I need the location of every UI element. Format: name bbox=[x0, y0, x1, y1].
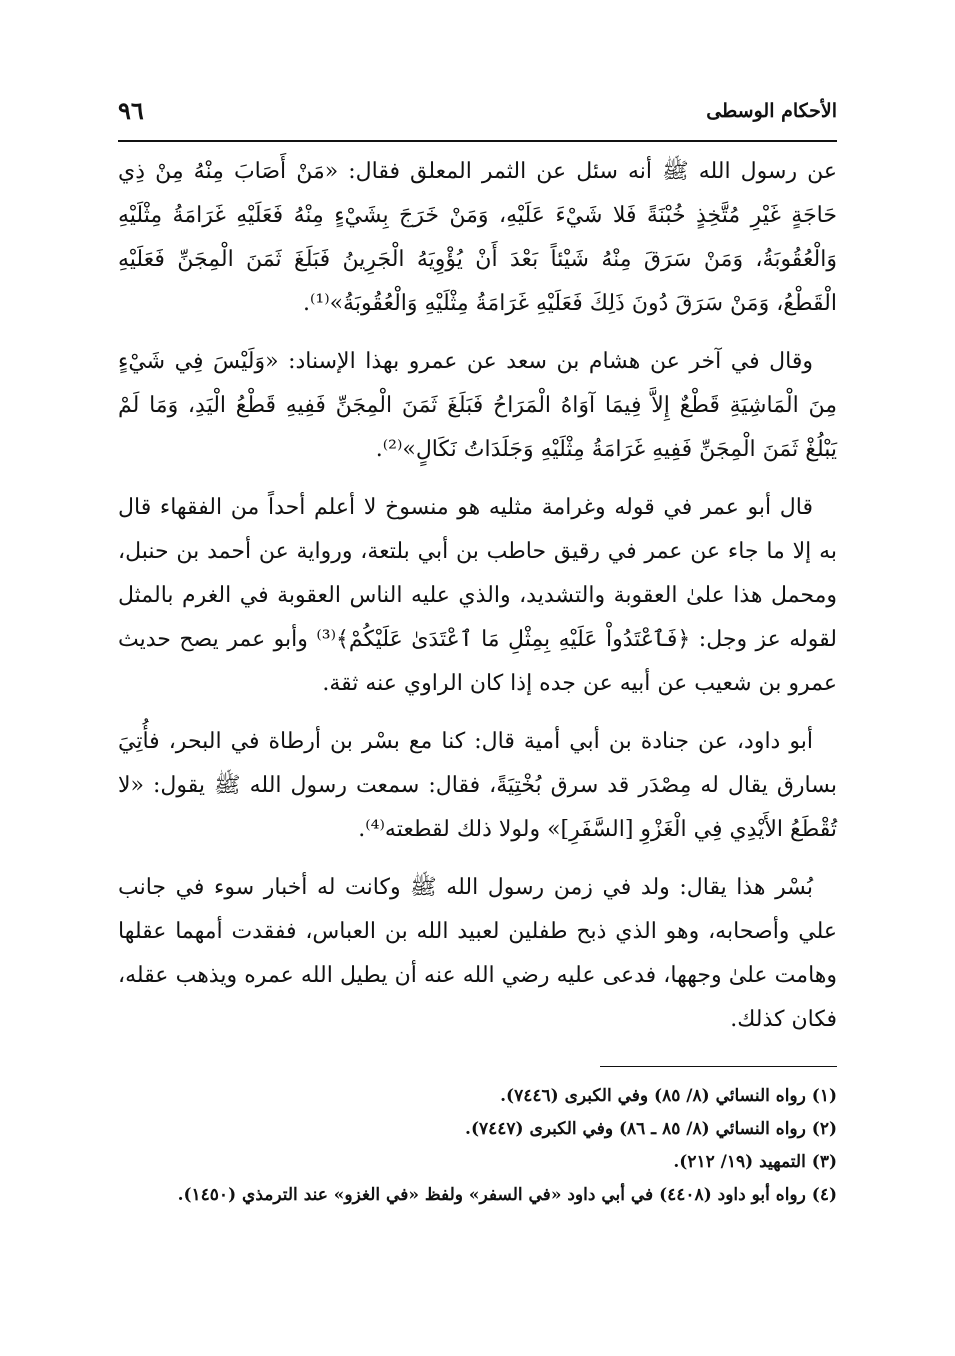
page-header bbox=[118, 96, 837, 136]
paragraph-hadith-fruit: عن رسول الله ﷺ أنه سئل عن الثمر المعلق فقال: «مَنْ أَصَابَ مِنْهُ مِنْ ذِي حَاجَةٍ غَيْرِ مُتَّخِذٍ خُبْنَةً فَلا شَيْءَ عَلَيْهِ، وَمَنْ خَرَجَ بِشَيْءٍ مِنْهُ فَعَلَيْهِ غَرَامَةُ مِثْلَيْهِ وَالْعُقُوبَةُ، وَمَنْ سَرَقَ مِنْهُ شَيْئاً بَعْدَ أَنْ يُؤْوِيَهُ الْجَرِينُ فَبَلَغَ ثَمَنَ الْمِجَنِّ فَعَلَيْهِ الْقَطْعُ، وَمَنْ سَرَقَ دُونَ ذَلِكَ فَعَلَيْهِ غَرَامَةُ مِثْلَيْهِ وَالْعُقُوبَةُ»⁽¹⁾. bbox=[118, 159, 837, 316]
main-text bbox=[118, 150, 837, 1056]
footnote-divider bbox=[600, 1066, 837, 1067]
page-number: ٩٦ bbox=[118, 96, 144, 125]
paragraph-abu-dawud: أبو داود، عن جنادة بن أبي أمية قال: كنا مع بسْر بن أرطاة في البحر، فأُتِيَ بسارق يقال له مِصْدَر قد سرق بُخْتِيَةً، فقال: سمعت رسول الله ﷺ يقول: «لا تُقْطَعُ الأَيْدِي فِي الْغَزْوِ [السَّفَرِ]» ولولا ذلك لقطعته⁽⁴⁾. bbox=[118, 729, 837, 842]
header-divider bbox=[118, 140, 837, 142]
footnote-4: (٤) رواه أبو داود (٤٤٠٨) في أبي داود «في السفر» ولفظ «في الغزو» عند الترمذي (١٤٥٠). bbox=[177, 1185, 837, 1205]
running-title: الأحكام الوسطى bbox=[706, 100, 837, 122]
footnote-2: (٢) رواه النسائي (٨/ ٨٥ ـ ٨٦) وفي الكبرى (٧٤٤٧). bbox=[465, 1119, 837, 1139]
footnotes bbox=[118, 1080, 837, 1212]
footnote-3: (٣) التمهيد (١٩/ ٢١٢). bbox=[673, 1152, 837, 1172]
paragraph-livestock: وقال في آخر عن هشام بن سعد عن عمرو بهذا الإسناد: «وَلَيْسَ فِي شَيْءٍ مِنَ الْمَاشِيَةِ قَطْعٌ إِلاَّ فِيمَا آوَاهُ الْمَرَاحُ فَبَلَغَ ثَمَنَ الْمِجَنِّ فَفِيهِ قَطْعُ الْيَدِ، وَمَا لَمْ يَبْلُغْ ثَمَنَ الْمِجَنِّ فَفِيهِ غَرَامَةُ مِثْلَيْهِ وَجَلَدَاتُ نَكَالٍ»⁽²⁾. bbox=[118, 349, 837, 462]
footnote-1: (١) رواه النسائي (٨/ ٨٥) وفي الكبرى (٧٤٤٦). bbox=[500, 1086, 837, 1106]
paragraph-busr: بُسْر هذا يقال: ولد في زمن رسول الله ﷺ وكانت له أخبار سوء في جانب علي وأصحابه، وهو الذي ذبح طفلين لعبيد الله بن العباس، ففقدت أمهما عقلها وهامت علىٰ وجهها، فدعى عليه رضي الله عنه أن يطيل الله عمره ويذهب عقله، فكان كذلك. bbox=[118, 875, 837, 1032]
paragraph-abu-umar: قال أبو عمر في قوله وغرامة مثليه هو منسوخ لا أعلم أحداً من الفقهاء قال به إلا ما جاء عن عمر في رقيق حاطب بن أبي بلتعة، ورواية عن أحمد بن حنبل، ومحمل هذا علىٰ العقوبة والتشديد، والذي عليه الناس العقوبة في الغرم بالمثل لقوله عز وجل: ﴿فَٱعْتَدُواْ عَلَيْهِ بِمِثْلِ مَا ٱعْتَدَىٰ عَلَيْكُمْ﴾⁽³⁾ وأبو عمر يصح حديث عمرو بن شعيب عن أبيه عن جده إذا كان الراوي عنه ثقة. bbox=[118, 495, 838, 696]
